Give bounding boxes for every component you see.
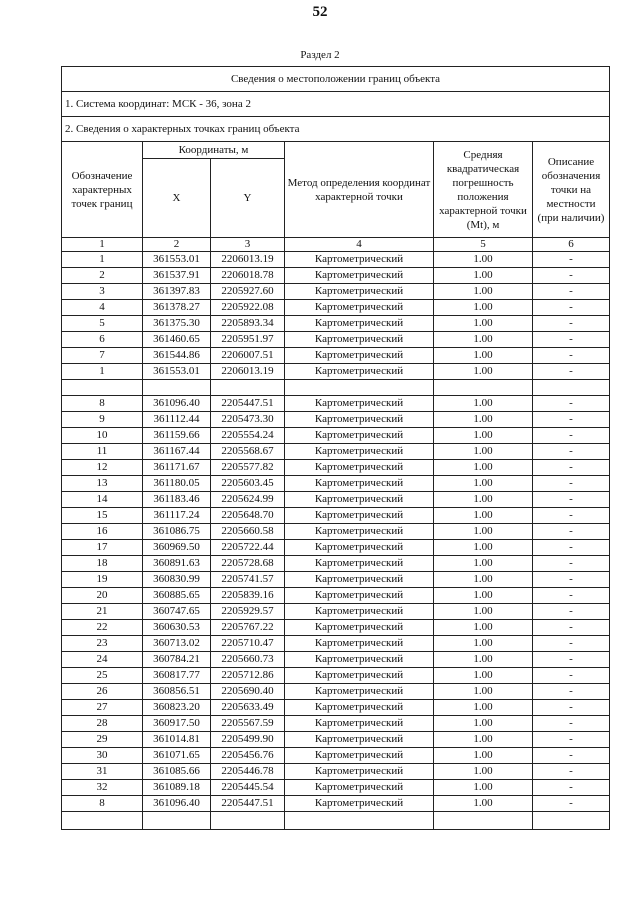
y-cell: 2205456.76 xyxy=(211,748,285,764)
x-cell: 361086.75 xyxy=(143,524,211,540)
x-cell: 361180.05 xyxy=(143,476,211,492)
point-cell: 8 xyxy=(62,796,143,812)
blank-cell xyxy=(143,812,211,830)
point-cell: 1 xyxy=(62,252,143,268)
table-row xyxy=(62,348,610,364)
point-cell: 9 xyxy=(62,412,143,428)
point-cell: 11 xyxy=(62,444,143,460)
table-row xyxy=(62,252,610,268)
mt-cell: 1.00 xyxy=(434,316,533,332)
table-row xyxy=(62,636,610,652)
point-cell: 28 xyxy=(62,716,143,732)
method-cell: Картометрический xyxy=(285,540,434,556)
description-cell: - xyxy=(533,780,610,796)
y-cell: 2205710.47 xyxy=(211,636,285,652)
table-row xyxy=(62,716,610,732)
mt-cell: 1.00 xyxy=(434,540,533,556)
column-number: 1 xyxy=(62,238,143,252)
subtitle-text: 2. Сведения о характерных точках границ объекта xyxy=(62,117,610,142)
method-cell: Картометрический xyxy=(285,284,434,300)
description-cell: - xyxy=(533,412,610,428)
table-row xyxy=(62,476,610,492)
method-cell: Картометрический xyxy=(285,556,434,572)
x-cell: 361183.46 xyxy=(143,492,211,508)
point-cell: 27 xyxy=(62,700,143,716)
y-cell: 2205447.51 xyxy=(211,396,285,412)
point-cell: 17 xyxy=(62,540,143,556)
method-cell: Картометрический xyxy=(285,780,434,796)
description-cell: - xyxy=(533,316,610,332)
mt-cell: 1.00 xyxy=(434,300,533,316)
x-cell: 361375.30 xyxy=(143,316,211,332)
y-cell: 2205554.24 xyxy=(211,428,285,444)
x-cell: 361397.83 xyxy=(143,284,211,300)
y-cell: 2205927.60 xyxy=(211,284,285,300)
x-cell: 360823.20 xyxy=(143,700,211,716)
y-cell: 2205633.49 xyxy=(211,700,285,716)
method-cell: Картометрический xyxy=(285,684,434,700)
method-cell: Картометрический xyxy=(285,316,434,332)
mt-cell: 1.00 xyxy=(434,620,533,636)
mt-cell: 1.00 xyxy=(434,732,533,748)
description-cell: - xyxy=(533,300,610,316)
description-cell: - xyxy=(533,604,610,620)
table-row xyxy=(62,364,610,380)
mt-cell: 1.00 xyxy=(434,604,533,620)
y-cell: 2206013.19 xyxy=(211,252,285,268)
method-cell: Картометрический xyxy=(285,508,434,524)
x-cell: 361171.67 xyxy=(143,460,211,476)
x-cell: 361460.65 xyxy=(143,332,211,348)
point-cell: 2 xyxy=(62,268,143,284)
y-cell: 2205446.78 xyxy=(211,764,285,780)
x-cell: 361112.44 xyxy=(143,412,211,428)
description-cell: - xyxy=(533,700,610,716)
subtitle-row xyxy=(62,117,610,142)
column-number: 5 xyxy=(434,238,533,252)
method-cell: Картометрический xyxy=(285,300,434,316)
description-cell: - xyxy=(533,540,610,556)
description-cell: - xyxy=(533,252,610,268)
method-cell: Картометрический xyxy=(285,748,434,764)
x-cell: 360784.21 xyxy=(143,652,211,668)
x-cell: 361537.91 xyxy=(143,268,211,284)
y-cell: 2206007.51 xyxy=(211,348,285,364)
description-cell: - xyxy=(533,588,610,604)
table-row xyxy=(62,700,610,716)
description-cell: - xyxy=(533,748,610,764)
method-cell: Картометрический xyxy=(285,332,434,348)
blank-cell xyxy=(143,380,211,396)
header-x: X xyxy=(143,159,211,238)
point-cell: 13 xyxy=(62,476,143,492)
blank-cell xyxy=(533,812,610,830)
table-row xyxy=(62,652,610,668)
x-cell: 361096.40 xyxy=(143,396,211,412)
point-cell: 12 xyxy=(62,460,143,476)
blank-cell xyxy=(62,380,143,396)
table-row xyxy=(62,396,610,412)
blank-cell xyxy=(533,380,610,396)
description-cell: - xyxy=(533,668,610,684)
y-cell: 2206013.19 xyxy=(211,364,285,380)
y-cell: 2205473.30 xyxy=(211,412,285,428)
description-cell: - xyxy=(533,428,610,444)
mt-cell: 1.00 xyxy=(434,636,533,652)
description-cell: - xyxy=(533,332,610,348)
table-row xyxy=(62,748,610,764)
description-cell: - xyxy=(533,684,610,700)
description-cell: - xyxy=(533,348,610,364)
y-cell: 2205929.57 xyxy=(211,604,285,620)
table-row xyxy=(62,492,610,508)
mt-cell: 1.00 xyxy=(434,396,533,412)
method-cell: Картометрический xyxy=(285,716,434,732)
description-cell: - xyxy=(533,764,610,780)
method-cell: Картометрический xyxy=(285,412,434,428)
mt-cell: 1.00 xyxy=(434,428,533,444)
y-cell: 2205624.99 xyxy=(211,492,285,508)
y-cell: 2205445.54 xyxy=(211,780,285,796)
point-cell: 30 xyxy=(62,748,143,764)
y-cell: 2205568.67 xyxy=(211,444,285,460)
point-cell: 14 xyxy=(62,492,143,508)
point-cell: 8 xyxy=(62,396,143,412)
x-cell: 360630.53 xyxy=(143,620,211,636)
mt-cell: 1.00 xyxy=(434,572,533,588)
blank-cell xyxy=(211,812,285,830)
column-number-row xyxy=(62,238,610,252)
point-cell: 15 xyxy=(62,508,143,524)
mt-cell: 1.00 xyxy=(434,764,533,780)
header-y: Y xyxy=(211,159,285,238)
method-cell: Картометрический xyxy=(285,364,434,380)
point-cell: 16 xyxy=(62,524,143,540)
table-row xyxy=(62,604,610,620)
point-cell: 32 xyxy=(62,780,143,796)
coord-system-row xyxy=(62,92,610,117)
table-row xyxy=(62,668,610,684)
table-row xyxy=(62,764,610,780)
blank-cell xyxy=(62,812,143,830)
column-number: 4 xyxy=(285,238,434,252)
description-cell: - xyxy=(533,524,610,540)
table-row xyxy=(62,428,610,444)
mt-cell: 1.00 xyxy=(434,412,533,428)
table-row xyxy=(62,684,610,700)
method-cell: Картометрический xyxy=(285,732,434,748)
point-cell: 22 xyxy=(62,620,143,636)
point-cell: 31 xyxy=(62,764,143,780)
x-cell: 361553.01 xyxy=(143,364,211,380)
method-cell: Картометрический xyxy=(285,572,434,588)
mt-cell: 1.00 xyxy=(434,284,533,300)
x-cell: 361089.18 xyxy=(143,780,211,796)
point-cell: 23 xyxy=(62,636,143,652)
y-cell: 2205712.86 xyxy=(211,668,285,684)
description-cell: - xyxy=(533,796,610,812)
blank-row xyxy=(62,380,610,396)
table-row xyxy=(62,316,610,332)
mt-cell: 1.00 xyxy=(434,460,533,476)
method-cell: Картометрический xyxy=(285,652,434,668)
header-point: Обозначение характерных точек границ xyxy=(62,142,143,238)
header-row-1 xyxy=(62,142,610,159)
mt-cell: 1.00 xyxy=(434,364,533,380)
method-cell: Картометрический xyxy=(285,588,434,604)
coordinates-table xyxy=(61,66,610,830)
column-number: 6 xyxy=(533,238,610,252)
point-cell: 7 xyxy=(62,348,143,364)
mt-cell: 1.00 xyxy=(434,476,533,492)
method-cell: Картометрический xyxy=(285,524,434,540)
y-cell: 2205567.59 xyxy=(211,716,285,732)
point-cell: 6 xyxy=(62,332,143,348)
mt-cell: 1.00 xyxy=(434,780,533,796)
mt-cell: 1.00 xyxy=(434,556,533,572)
description-cell: - xyxy=(533,396,610,412)
x-cell: 361085.66 xyxy=(143,764,211,780)
description-cell: - xyxy=(533,636,610,652)
y-cell: 2205951.97 xyxy=(211,332,285,348)
x-cell: 361553.01 xyxy=(143,252,211,268)
page-number: 52 xyxy=(312,4,328,20)
x-cell: 361117.24 xyxy=(143,508,211,524)
table-row xyxy=(62,620,610,636)
point-cell: 21 xyxy=(62,604,143,620)
y-cell: 2205690.40 xyxy=(211,684,285,700)
x-cell: 360891.63 xyxy=(143,556,211,572)
table-row xyxy=(62,284,610,300)
mt-cell: 1.00 xyxy=(434,716,533,732)
y-cell: 2205577.82 xyxy=(211,460,285,476)
mt-cell: 1.00 xyxy=(434,444,533,460)
blank-cell xyxy=(285,812,434,830)
y-cell: 2205741.57 xyxy=(211,572,285,588)
point-cell: 1 xyxy=(62,364,143,380)
x-cell: 360885.65 xyxy=(143,588,211,604)
method-cell: Картометрический xyxy=(285,700,434,716)
y-cell: 2205603.45 xyxy=(211,476,285,492)
table-row xyxy=(62,780,610,796)
mt-cell: 1.00 xyxy=(434,252,533,268)
mt-cell: 1.00 xyxy=(434,652,533,668)
x-cell: 360747.65 xyxy=(143,604,211,620)
method-cell: Картометрический xyxy=(285,636,434,652)
mt-cell: 1.00 xyxy=(434,748,533,764)
mt-cell: 1.00 xyxy=(434,700,533,716)
point-cell: 19 xyxy=(62,572,143,588)
table-row xyxy=(62,508,610,524)
x-cell: 360856.51 xyxy=(143,684,211,700)
x-cell: 360713.02 xyxy=(143,636,211,652)
header-method: Метод определения координат характерной точки xyxy=(285,142,434,238)
table-row xyxy=(62,332,610,348)
method-cell: Картометрический xyxy=(285,268,434,284)
mt-cell: 1.00 xyxy=(434,684,533,700)
description-cell: - xyxy=(533,492,610,508)
table-row xyxy=(62,572,610,588)
x-cell: 361167.44 xyxy=(143,444,211,460)
column-number: 2 xyxy=(143,238,211,252)
y-cell: 2205660.73 xyxy=(211,652,285,668)
description-cell: - xyxy=(533,716,610,732)
blank-cell xyxy=(211,380,285,396)
mt-cell: 1.00 xyxy=(434,348,533,364)
method-cell: Картометрический xyxy=(285,476,434,492)
y-cell: 2205839.16 xyxy=(211,588,285,604)
method-cell: Картометрический xyxy=(285,444,434,460)
point-cell: 26 xyxy=(62,684,143,700)
point-cell: 29 xyxy=(62,732,143,748)
description-cell: - xyxy=(533,732,610,748)
table-row xyxy=(62,556,610,572)
section-title: Раздел 2 xyxy=(300,49,340,61)
mt-cell: 1.00 xyxy=(434,508,533,524)
x-cell: 361071.65 xyxy=(143,748,211,764)
header-coords: Координаты, м xyxy=(143,142,285,159)
method-cell: Картометрический xyxy=(285,604,434,620)
point-cell: 10 xyxy=(62,428,143,444)
table-row xyxy=(62,588,610,604)
y-cell: 2205728.68 xyxy=(211,556,285,572)
table-row xyxy=(62,300,610,316)
blank-cell xyxy=(285,380,434,396)
y-cell: 2205767.22 xyxy=(211,620,285,636)
method-cell: Картометрический xyxy=(285,428,434,444)
description-cell: - xyxy=(533,284,610,300)
point-cell: 25 xyxy=(62,668,143,684)
table-row xyxy=(62,412,610,428)
point-cell: 20 xyxy=(62,588,143,604)
y-cell: 2205922.08 xyxy=(211,300,285,316)
method-cell: Картометрический xyxy=(285,460,434,476)
description-cell: - xyxy=(533,460,610,476)
coord-system-text: 1. Система координат: МСК - 36, зона 2 xyxy=(62,92,610,117)
method-cell: Картометрический xyxy=(285,348,434,364)
x-cell: 360830.99 xyxy=(143,572,211,588)
method-cell: Картометрический xyxy=(285,492,434,508)
header-description: Описание обозначения точки на местности (при наличии) xyxy=(533,142,610,238)
table-row xyxy=(62,796,610,812)
description-cell: - xyxy=(533,556,610,572)
y-cell: 2206018.78 xyxy=(211,268,285,284)
mt-cell: 1.00 xyxy=(434,668,533,684)
table-row xyxy=(62,268,610,284)
mt-cell: 1.00 xyxy=(434,588,533,604)
y-cell: 2205648.70 xyxy=(211,508,285,524)
y-cell: 2205893.34 xyxy=(211,316,285,332)
mt-cell: 1.00 xyxy=(434,524,533,540)
x-cell: 361159.66 xyxy=(143,428,211,444)
method-cell: Картометрический xyxy=(285,396,434,412)
mt-cell: 1.00 xyxy=(434,796,533,812)
x-cell: 360817.77 xyxy=(143,668,211,684)
x-cell: 361096.40 xyxy=(143,796,211,812)
description-cell: - xyxy=(533,364,610,380)
table-row xyxy=(62,540,610,556)
y-cell: 2205447.51 xyxy=(211,796,285,812)
description-cell: - xyxy=(533,444,610,460)
table-title-row xyxy=(62,67,610,92)
method-cell: Картометрический xyxy=(285,252,434,268)
column-number: 3 xyxy=(211,238,285,252)
table-row xyxy=(62,732,610,748)
header-error: Средняя квадратическая погрешность положения характерной точки (Mt), м xyxy=(434,142,533,238)
x-cell: 361544.86 xyxy=(143,348,211,364)
method-cell: Картометрический xyxy=(285,668,434,684)
y-cell: 2205722.44 xyxy=(211,540,285,556)
point-cell: 4 xyxy=(62,300,143,316)
table-row xyxy=(62,444,610,460)
description-cell: - xyxy=(533,572,610,588)
point-cell: 3 xyxy=(62,284,143,300)
description-cell: - xyxy=(533,620,610,636)
x-cell: 361014.81 xyxy=(143,732,211,748)
table-title: Сведения о местоположении границ объекта xyxy=(62,67,610,92)
y-cell: 2205660.58 xyxy=(211,524,285,540)
table-row xyxy=(62,524,610,540)
table-row xyxy=(62,460,610,476)
mt-cell: 1.00 xyxy=(434,492,533,508)
point-cell: 24 xyxy=(62,652,143,668)
blank-cell xyxy=(434,380,533,396)
y-cell: 2205499.90 xyxy=(211,732,285,748)
x-cell: 360917.50 xyxy=(143,716,211,732)
blank-cell xyxy=(434,812,533,830)
description-cell: - xyxy=(533,508,610,524)
point-cell: 18 xyxy=(62,556,143,572)
description-cell: - xyxy=(533,652,610,668)
method-cell: Картометрический xyxy=(285,796,434,812)
mt-cell: 1.00 xyxy=(434,332,533,348)
x-cell: 361378.27 xyxy=(143,300,211,316)
mt-cell: 1.00 xyxy=(434,268,533,284)
description-cell: - xyxy=(533,476,610,492)
point-cell: 5 xyxy=(62,316,143,332)
blank-row xyxy=(62,812,610,830)
method-cell: Картометрический xyxy=(285,620,434,636)
description-cell: - xyxy=(533,268,610,284)
method-cell: Картометрический xyxy=(285,764,434,780)
x-cell: 360969.50 xyxy=(143,540,211,556)
